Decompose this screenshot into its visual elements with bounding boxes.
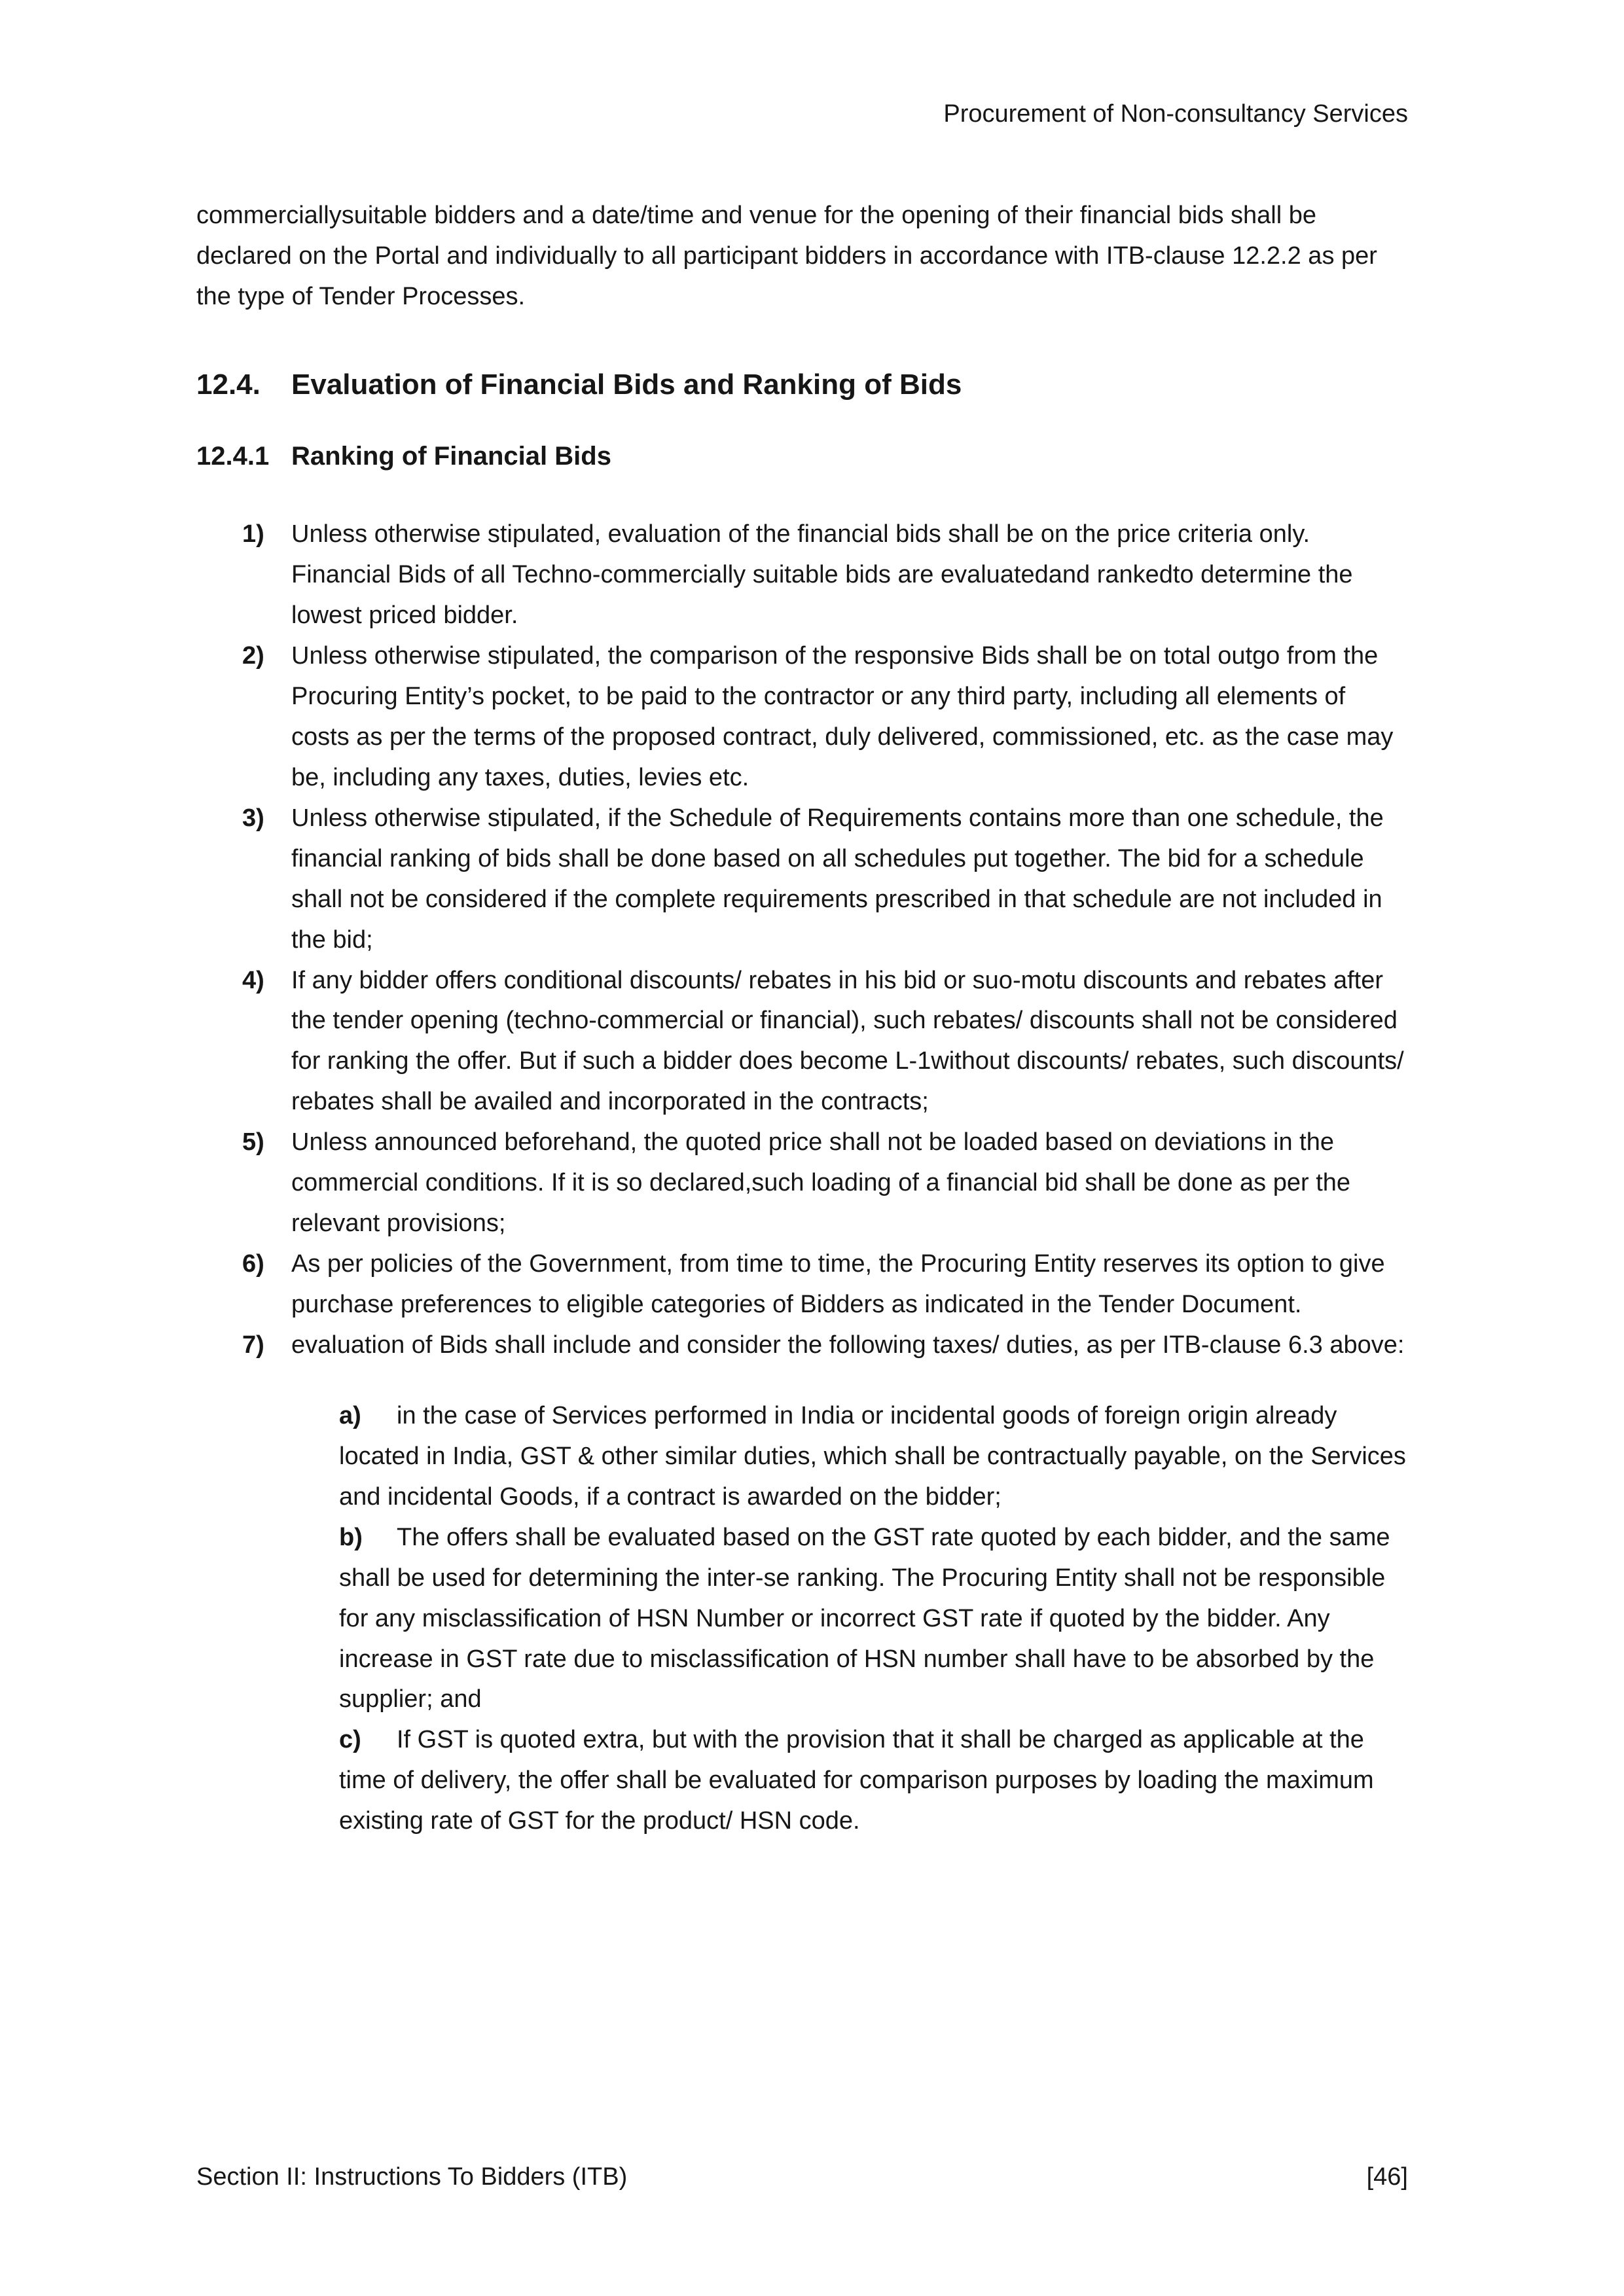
- list-item: [196, 1122, 1408, 1244]
- list-item-text: Unless otherwise stipulated, evaluation of the financial bids shall be on the price criteria only. Financial Bids of all Techno-commercially suitable bids are evaluatedand rankedto determine the lowest priced bidder.: [291, 520, 1353, 630]
- intro-paragraph: commerciallysuitable bidders and a date/time and venue for the opening of their financial bids shall be declared on the Portal and individually to all participant bidders in accordance with ITB-clause 12.2.2 as per the type of Tender Processes.: [196, 202, 1377, 311]
- list-item: [196, 1325, 1408, 1366]
- sublist-item: [339, 1518, 1408, 1721]
- list-item: [196, 636, 1408, 798]
- section-heading: [196, 368, 1408, 401]
- list-item-text: If any bidder offers conditional discounts/ rebates in his bid or suo-motu discounts and rebates after the tender opening (techno-commercial or financial), such rebates/ discounts shall not be considered for ranking the offer. But if such a bidder does become L-1without discounts/ rebates, such discounts/ rebates shall be availed and incorporated in the contracts;: [291, 966, 1404, 1116]
- lettered-sublist: [339, 1396, 1408, 1842]
- footer-section-label: Section II: Instructions To Bidders (ITB): [196, 2163, 628, 2191]
- list-item-marker: 7): [242, 1331, 264, 1359]
- list-item: [196, 1244, 1408, 1325]
- sublist-item: [339, 1720, 1408, 1842]
- section-title: Evaluation of Financial Bids and Ranking of Bids: [291, 368, 962, 401]
- list-item: [196, 798, 1408, 961]
- list-item-text: evaluation of Bids shall include and consider the following taxes/ duties, as per ITB-clause 6.3 above:: [291, 1331, 1405, 1359]
- sublist-item-text: in the case of Services performed in India or incidental goods of foreign origin already located in India, GST & other similar duties, which shall be contractually payable, on the Services and incidental Goods, if a contract is awarded on the bidder;: [339, 1401, 1406, 1511]
- subsection-heading: [196, 442, 1408, 471]
- page-header: [196, 98, 1408, 130]
- sublist-item-marker: a): [339, 1401, 361, 1429]
- sublist-item-text: If GST is quoted extra, but with the provision that it shall be charged as applicable at the time of delivery, the offer shall be evaluated for comparison purposes by loading the maximum existing rate of GST for the product/ HSN code.: [339, 1726, 1374, 1835]
- section-number: 12.4.: [196, 368, 261, 401]
- sublist-item-marker: c): [339, 1726, 361, 1754]
- footer-page-number: [46]: [1366, 2163, 1408, 2191]
- list-item-text: Unless otherwise stipulated, if the Schedule of Requirements contains more than one schedule, the financial ranking of bids shall be done based on all schedules put together. The bid for a schedule shall not be considered if the complete requirements prescribed in that schedule are not included in the bid;: [291, 804, 1384, 954]
- sublist-item-text: The offers shall be evaluated based on the GST rate quoted by each bidder, and the same shall be used for determining the inter-se ranking. The Procuring Entity shall not be responsible for any misclassification of HSN Number or incorrect GST rate if quoted by the bidder. Any increase in GST rate due to misclassification of HSN number shall have to be absorbed by the supplier; and: [339, 1523, 1390, 1713]
- page-footer: [196, 2163, 1408, 2191]
- list-item-marker: 4): [242, 966, 264, 994]
- list-item-marker: 5): [242, 1128, 264, 1157]
- sublist-item-marker: b): [339, 1523, 363, 1551]
- list-item: [196, 961, 1408, 1123]
- header-title: Procurement of Non-consultancy Services: [943, 100, 1408, 128]
- list-item-marker: 3): [242, 804, 264, 832]
- list-item: [196, 514, 1408, 636]
- sublist-item: [339, 1396, 1408, 1518]
- list-item-marker: 1): [242, 520, 264, 548]
- list-item-text: Unless announced beforehand, the quoted price shall not be loaded based on deviations in the commercial conditions. If it is so declared,such loading of a financial bid shall be done as per the relevant provisions;: [291, 1128, 1351, 1238]
- list-item-text: Unless otherwise stipulated, the comparison of the responsive Bids shall be on total outgo from the Procuring Entity’s pocket, to be paid to the contractor or any third party, including all elements of costs as per the terms of the proposed contract, duly delivered, commissioned, etc. as the case may be, including any taxes, duties, levies etc.: [291, 642, 1394, 791]
- subsection-number: 12.4.1: [196, 442, 270, 471]
- subsection-title: Ranking of Financial Bids: [291, 442, 611, 471]
- numbered-list: [196, 514, 1408, 1842]
- list-item-marker: 2): [242, 642, 264, 670]
- list-item-text: As per policies of the Government, from time to time, the Procuring Entity reserves its option to give purchase preferences to eligible categories of Bidders as indicated in the Tender Document.: [291, 1250, 1385, 1319]
- list-item-marker: 6): [242, 1250, 264, 1278]
